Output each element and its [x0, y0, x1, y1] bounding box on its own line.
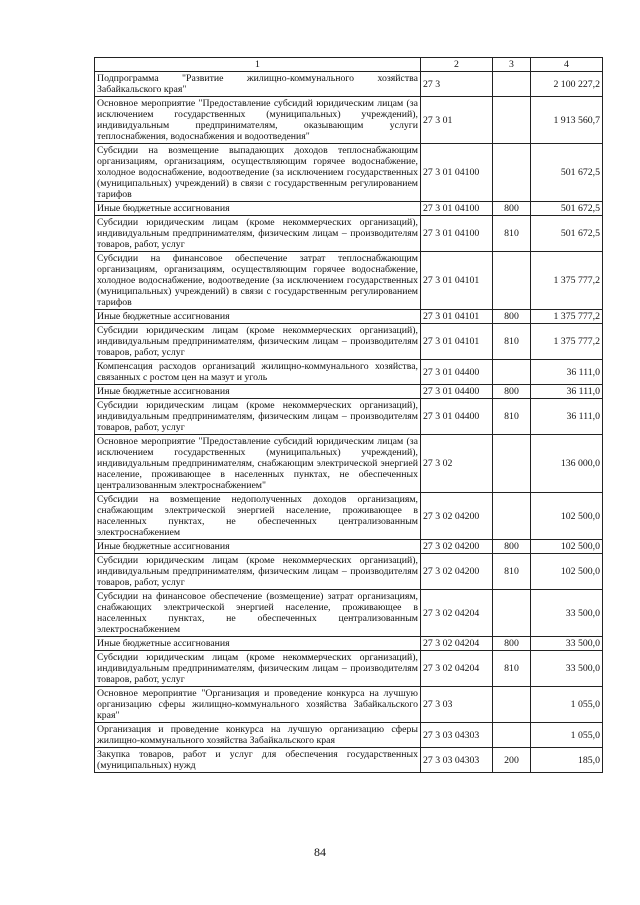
row-vr-cell: 200 — [493, 748, 531, 773]
row-csr-cell: 27 3 01 — [421, 97, 493, 144]
row-csr-cell: 27 3 02 04204 — [421, 590, 493, 637]
budget-table — [94, 57, 603, 773]
row-vr-cell — [493, 590, 531, 637]
row-name-cell: Основное мероприятие "Организация и проведение конкурса на лучшую организацию сферы жилищно-коммунального хозяйства Забайкальского края" — [95, 687, 421, 723]
row-csr-cell: 27 3 03 — [421, 687, 493, 723]
row-sum-cell: 185,0 — [531, 748, 603, 773]
table-row — [95, 385, 603, 399]
row-csr-cell: 27 3 01 04100 — [421, 202, 493, 216]
table-row — [95, 97, 603, 144]
header-col-4: 4 — [531, 58, 603, 72]
row-vr-cell: 810 — [493, 324, 531, 360]
row-name-cell: Субсидии юридическим лицам (кроме некоммерческих организаций), индивидуальным предпринимателям, физическим лицам – производителям товаров, работ, услуг — [95, 399, 421, 435]
row-csr-cell: 27 3 03 04303 — [421, 748, 493, 773]
row-csr-cell: 27 3 01 04100 — [421, 144, 493, 202]
row-csr-cell: 27 3 — [421, 72, 493, 97]
row-name-cell: Субсидии на возмещение недополученных доходов организациям, снабжающим электрической энергией население, проживающее в населенных пунктах, не обеспеченных централизованным электроснабжением — [95, 493, 421, 540]
table-row — [95, 723, 603, 748]
row-sum-cell: 2 100 227,2 — [531, 72, 603, 97]
row-name-cell: Субсидии на финансовое обеспечение (возмещение) затрат организациям, снабжающих электрической энергией население, проживающее в населенных пунктах, не обеспеченных централизованным электроснабжением — [95, 590, 421, 637]
row-sum-cell: 102 500,0 — [531, 554, 603, 590]
row-sum-cell: 102 500,0 — [531, 540, 603, 554]
row-csr-cell: 27 3 01 04400 — [421, 385, 493, 399]
row-vr-cell — [493, 97, 531, 144]
row-vr-cell: 800 — [493, 637, 531, 651]
row-vr-cell — [493, 723, 531, 748]
table-row — [95, 435, 603, 493]
table-header-row — [95, 58, 603, 72]
row-sum-cell: 1 375 777,2 — [531, 252, 603, 310]
row-csr-cell: 27 3 01 04100 — [421, 216, 493, 252]
row-vr-cell — [493, 72, 531, 97]
header-col-2: 2 — [421, 58, 493, 72]
row-vr-cell — [493, 435, 531, 493]
row-csr-cell: 27 3 01 04400 — [421, 399, 493, 435]
row-vr-cell — [493, 252, 531, 310]
row-csr-cell: 27 3 01 04400 — [421, 360, 493, 385]
row-vr-cell: 800 — [493, 385, 531, 399]
header-col-3: 3 — [493, 58, 531, 72]
table-row — [95, 554, 603, 590]
row-name-cell: Субсидии на возмещение выпадающих доходов теплоснабжающим организациям, организациям, осуществляющим горячее водоснабжение, холодное водоснабжение, водоотведение (за исключением государственных (муниципальных) учреждений) в связи с государственным регулированием тарифов — [95, 144, 421, 202]
row-vr-cell — [493, 360, 531, 385]
table-row — [95, 687, 603, 723]
row-sum-cell: 1 375 777,2 — [531, 310, 603, 324]
row-vr-cell: 800 — [493, 310, 531, 324]
row-sum-cell: 136 000,0 — [531, 435, 603, 493]
row-csr-cell: 27 3 01 04101 — [421, 252, 493, 310]
row-csr-cell: 27 3 03 04303 — [421, 723, 493, 748]
row-csr-cell: 27 3 02 04204 — [421, 637, 493, 651]
table-row — [95, 72, 603, 97]
row-vr-cell: 810 — [493, 216, 531, 252]
row-csr-cell: 27 3 02 04200 — [421, 540, 493, 554]
row-name-cell: Иные бюджетные ассигнования — [95, 310, 421, 324]
row-vr-cell — [493, 493, 531, 540]
row-vr-cell: 810 — [493, 651, 531, 687]
row-sum-cell: 33 500,0 — [531, 637, 603, 651]
row-name-cell: Организация и проведение конкурса на лучшую организацию сферы жилищно-коммунального хозяйства Забайкальского края — [95, 723, 421, 748]
row-sum-cell: 501 672,5 — [531, 144, 603, 202]
row-csr-cell: 27 3 01 04101 — [421, 324, 493, 360]
row-sum-cell: 36 111,0 — [531, 385, 603, 399]
row-name-cell: Субсидии юридическим лицам (кроме некоммерческих организаций), индивидуальным предпринимателям, физическим лицам – производителям товаров, работ, услуг — [95, 651, 421, 687]
table-row — [95, 651, 603, 687]
row-name-cell: Основное мероприятие "Предоставление субсидий юридическим лицам (за исключением государственных (муниципальных) учреждений), индивидуальным предпринимателям, снабжающим электрической энергией население, проживающее в населенных пунктах, не обеспеченных централизованным электроснабжением" — [95, 435, 421, 493]
table-row — [95, 252, 603, 310]
table-row — [95, 540, 603, 554]
row-vr-cell: 810 — [493, 554, 531, 590]
row-name-cell: Субсидии юридическим лицам (кроме некоммерческих организаций), индивидуальным предпринимателям, физическим лицам – производителям товаров, работ, услуг — [95, 324, 421, 360]
row-sum-cell: 1 375 777,2 — [531, 324, 603, 360]
row-vr-cell — [493, 687, 531, 723]
row-name-cell: Субсидии юридическим лицам (кроме некоммерческих организаций), индивидуальным предпринимателям, физическим лицам – производителям товаров, работ, услуг — [95, 216, 421, 252]
row-sum-cell: 33 500,0 — [531, 651, 603, 687]
row-csr-cell: 27 3 02 04204 — [421, 651, 493, 687]
table-row — [95, 310, 603, 324]
row-name-cell: Иные бюджетные ассигнования — [95, 637, 421, 651]
table-row — [95, 493, 603, 540]
row-sum-cell: 501 672,5 — [531, 216, 603, 252]
row-name-cell: Субсидии на финансовое обеспечение затрат теплоснабжающим организациям, организациям, осуществляющим горячее водоснабжение, холодное водоснабжение, водоотведение (за исключением государственных (муниципальных) учреждений) в связи с государственным регулированием тарифов — [95, 252, 421, 310]
row-vr-cell: 810 — [493, 399, 531, 435]
row-csr-cell: 27 3 02 — [421, 435, 493, 493]
table-row — [95, 590, 603, 637]
row-name-cell: Основное мероприятие "Предоставление субсидий юридическим лицам (за исключением государственных (муниципальных) учреждений), индивидуальным предпринимателям, оказывающим услуги теплоснабжения, водоснабжения и водоотведения" — [95, 97, 421, 144]
table-row — [95, 216, 603, 252]
row-sum-cell: 33 500,0 — [531, 590, 603, 637]
row-name-cell: Компенсация расходов организаций жилищно-коммунального хозяйства, связанных с ростом цен на мазут и уголь — [95, 360, 421, 385]
row-sum-cell: 501 672,5 — [531, 202, 603, 216]
budget-table-body — [95, 58, 603, 773]
row-sum-cell: 1 055,0 — [531, 723, 603, 748]
row-csr-cell: 27 3 02 04200 — [421, 554, 493, 590]
table-row — [95, 324, 603, 360]
row-sum-cell: 36 111,0 — [531, 399, 603, 435]
row-sum-cell: 1 913 560,7 — [531, 97, 603, 144]
row-name-cell: Иные бюджетные ассигнования — [95, 385, 421, 399]
table-row — [95, 202, 603, 216]
row-name-cell: Иные бюджетные ассигнования — [95, 540, 421, 554]
table-row — [95, 144, 603, 202]
table-row — [95, 637, 603, 651]
page-number: 84 — [314, 845, 326, 859]
table-row — [95, 360, 603, 385]
row-name-cell: Подпрограмма "Развитие жилищно-коммунального хозяйства Забайкальского края" — [95, 72, 421, 97]
row-vr-cell — [493, 144, 531, 202]
row-sum-cell: 102 500,0 — [531, 493, 603, 540]
row-csr-cell: 27 3 01 04101 — [421, 310, 493, 324]
table-row — [95, 748, 603, 773]
table-row — [95, 399, 603, 435]
row-vr-cell: 800 — [493, 540, 531, 554]
row-name-cell: Закупка товаров, работ и услуг для обеспечения государственных (муниципальных) нужд — [95, 748, 421, 773]
row-csr-cell: 27 3 02 04200 — [421, 493, 493, 540]
row-vr-cell: 800 — [493, 202, 531, 216]
row-sum-cell: 36 111,0 — [531, 360, 603, 385]
row-sum-cell: 1 055,0 — [531, 687, 603, 723]
row-name-cell: Субсидии юридическим лицам (кроме некоммерческих организаций), индивидуальным предпринимателям, физическим лицам – производителям товаров, работ, услуг — [95, 554, 421, 590]
header-col-1: 1 — [95, 58, 421, 72]
row-name-cell: Иные бюджетные ассигнования — [95, 202, 421, 216]
